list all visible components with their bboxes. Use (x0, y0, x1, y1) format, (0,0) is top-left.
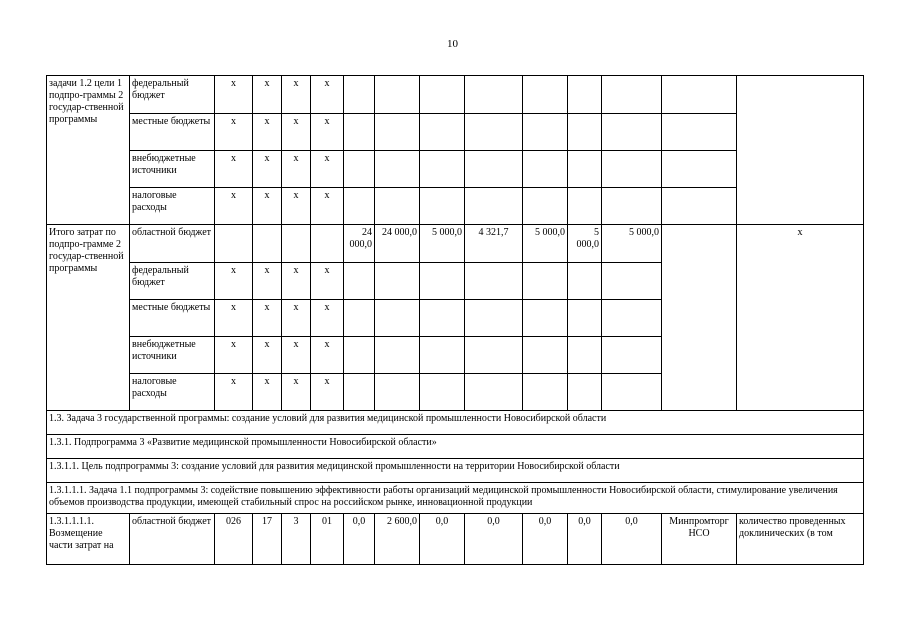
value-cell: 0,0 (465, 514, 523, 565)
value-cell: 5 000,0 (420, 225, 465, 263)
code-cell: x (215, 188, 253, 225)
result-cell (737, 76, 864, 225)
value-cell: 0,0 (523, 514, 568, 565)
code-cell: x (253, 300, 282, 337)
row-label: задачи 1.2 цели 1 подпро-граммы 2 государ-ственной программы (47, 76, 130, 225)
result-cell: количество проведенных доклинических (в том (737, 514, 864, 565)
funding-source: местные бюджеты (130, 300, 215, 337)
code-cell: x (215, 374, 253, 411)
table-row (47, 225, 864, 263)
row-label: Итого затрат по подпро-грамме 2 государ-ственной программы (47, 225, 130, 411)
code-cell: x (253, 337, 282, 374)
code-cell: x (282, 337, 311, 374)
value-cell: 0,0 (420, 514, 465, 565)
value-cell: 24 000,0 (344, 225, 375, 263)
funding-source: налоговые расходы (130, 188, 215, 225)
section-row (47, 483, 864, 514)
code-cell: 01 (311, 514, 344, 565)
budget-table (46, 75, 864, 565)
table-row (47, 76, 864, 114)
code-cell: x (311, 114, 344, 151)
executor-cell: Минпромторг НСО (662, 514, 737, 565)
value-cell: 0,0 (602, 514, 662, 565)
code-cell: x (215, 151, 253, 188)
code-cell: x (215, 263, 253, 300)
code-cell: x (282, 300, 311, 337)
table-row (47, 514, 864, 565)
code-cell: x (282, 76, 311, 114)
code-cell: x (253, 188, 282, 225)
funding-source: налоговые расходы (130, 374, 215, 411)
section-heading-1-3-1-1: 1.3.1.1. Цель подпрограммы 3: создание условий для развития медицинской промышленности на территории Новосибирской области (47, 459, 864, 483)
section-row (47, 411, 864, 435)
code-cell: 026 (215, 514, 253, 565)
code-cell: x (215, 300, 253, 337)
code-cell: x (311, 374, 344, 411)
value-cell: 2 600,0 (375, 514, 420, 565)
value-cell: 5 000,0 (568, 225, 602, 263)
funding-source: областной бюджет (130, 514, 215, 565)
code-cell: x (311, 76, 344, 114)
code-cell: x (282, 374, 311, 411)
code-cell: x (215, 114, 253, 151)
code-cell: x (311, 188, 344, 225)
code-cell: x (311, 300, 344, 337)
code-cell: x (282, 151, 311, 188)
value-cell: 0,0 (568, 514, 602, 565)
section-row (47, 435, 864, 459)
code-cell: x (282, 188, 311, 225)
executor-cell (662, 225, 737, 411)
section-heading-1-3: 1.3. Задача 3 государственной программы: создание условий для развития медицинской промышленности Новосибирской области (47, 411, 864, 435)
section-heading-1-3-1: 1.3.1. Подпрограмма 3 «Развитие медицинской промышленности Новосибирской области» (47, 435, 864, 459)
code-cell: x (311, 337, 344, 374)
value-cell: 5 000,0 (602, 225, 662, 263)
code-cell: x (282, 263, 311, 300)
result-cell: x (737, 225, 864, 411)
value-cell: 0,0 (344, 514, 375, 565)
code-cell: x (311, 151, 344, 188)
funding-source: внебюджетные источники (130, 337, 215, 374)
funding-source: местные бюджеты (130, 114, 215, 151)
code-cell: x (282, 114, 311, 151)
page-number: 10 (447, 38, 458, 50)
funding-source: федеральный бюджет (130, 76, 215, 114)
code-cell: x (253, 76, 282, 114)
code-cell: x (215, 76, 253, 114)
funding-source: областной бюджет (130, 225, 215, 263)
code-cell: x (253, 114, 282, 151)
code-cell: x (311, 263, 344, 300)
value-cell: 24 000,0 (375, 225, 420, 263)
section-heading-1-3-1-1-1: 1.3.1.1.1. Задача 1.1 подпрограммы 3: содействие повышению эффективности работы организаций медицинской промышленности Новосибирской области, стимулирование увеличения объемов производства продукции, имеющей стабильный спрос на российском рынке, инновационной продукции (47, 483, 864, 514)
code-cell: x (253, 151, 282, 188)
value-cell: 5 000,0 (523, 225, 568, 263)
code-cell: x (215, 337, 253, 374)
code-cell: 3 (282, 514, 311, 565)
value-cell: 4 321,7 (465, 225, 523, 263)
row-label: 1.3.1.1.1.1. Возмещение части затрат на (47, 514, 130, 565)
code-cell: 17 (253, 514, 282, 565)
code-cell: x (253, 263, 282, 300)
funding-source: федеральный бюджет (130, 263, 215, 300)
code-cell: x (253, 374, 282, 411)
section-row (47, 459, 864, 483)
funding-source: внебюджетные источники (130, 151, 215, 188)
